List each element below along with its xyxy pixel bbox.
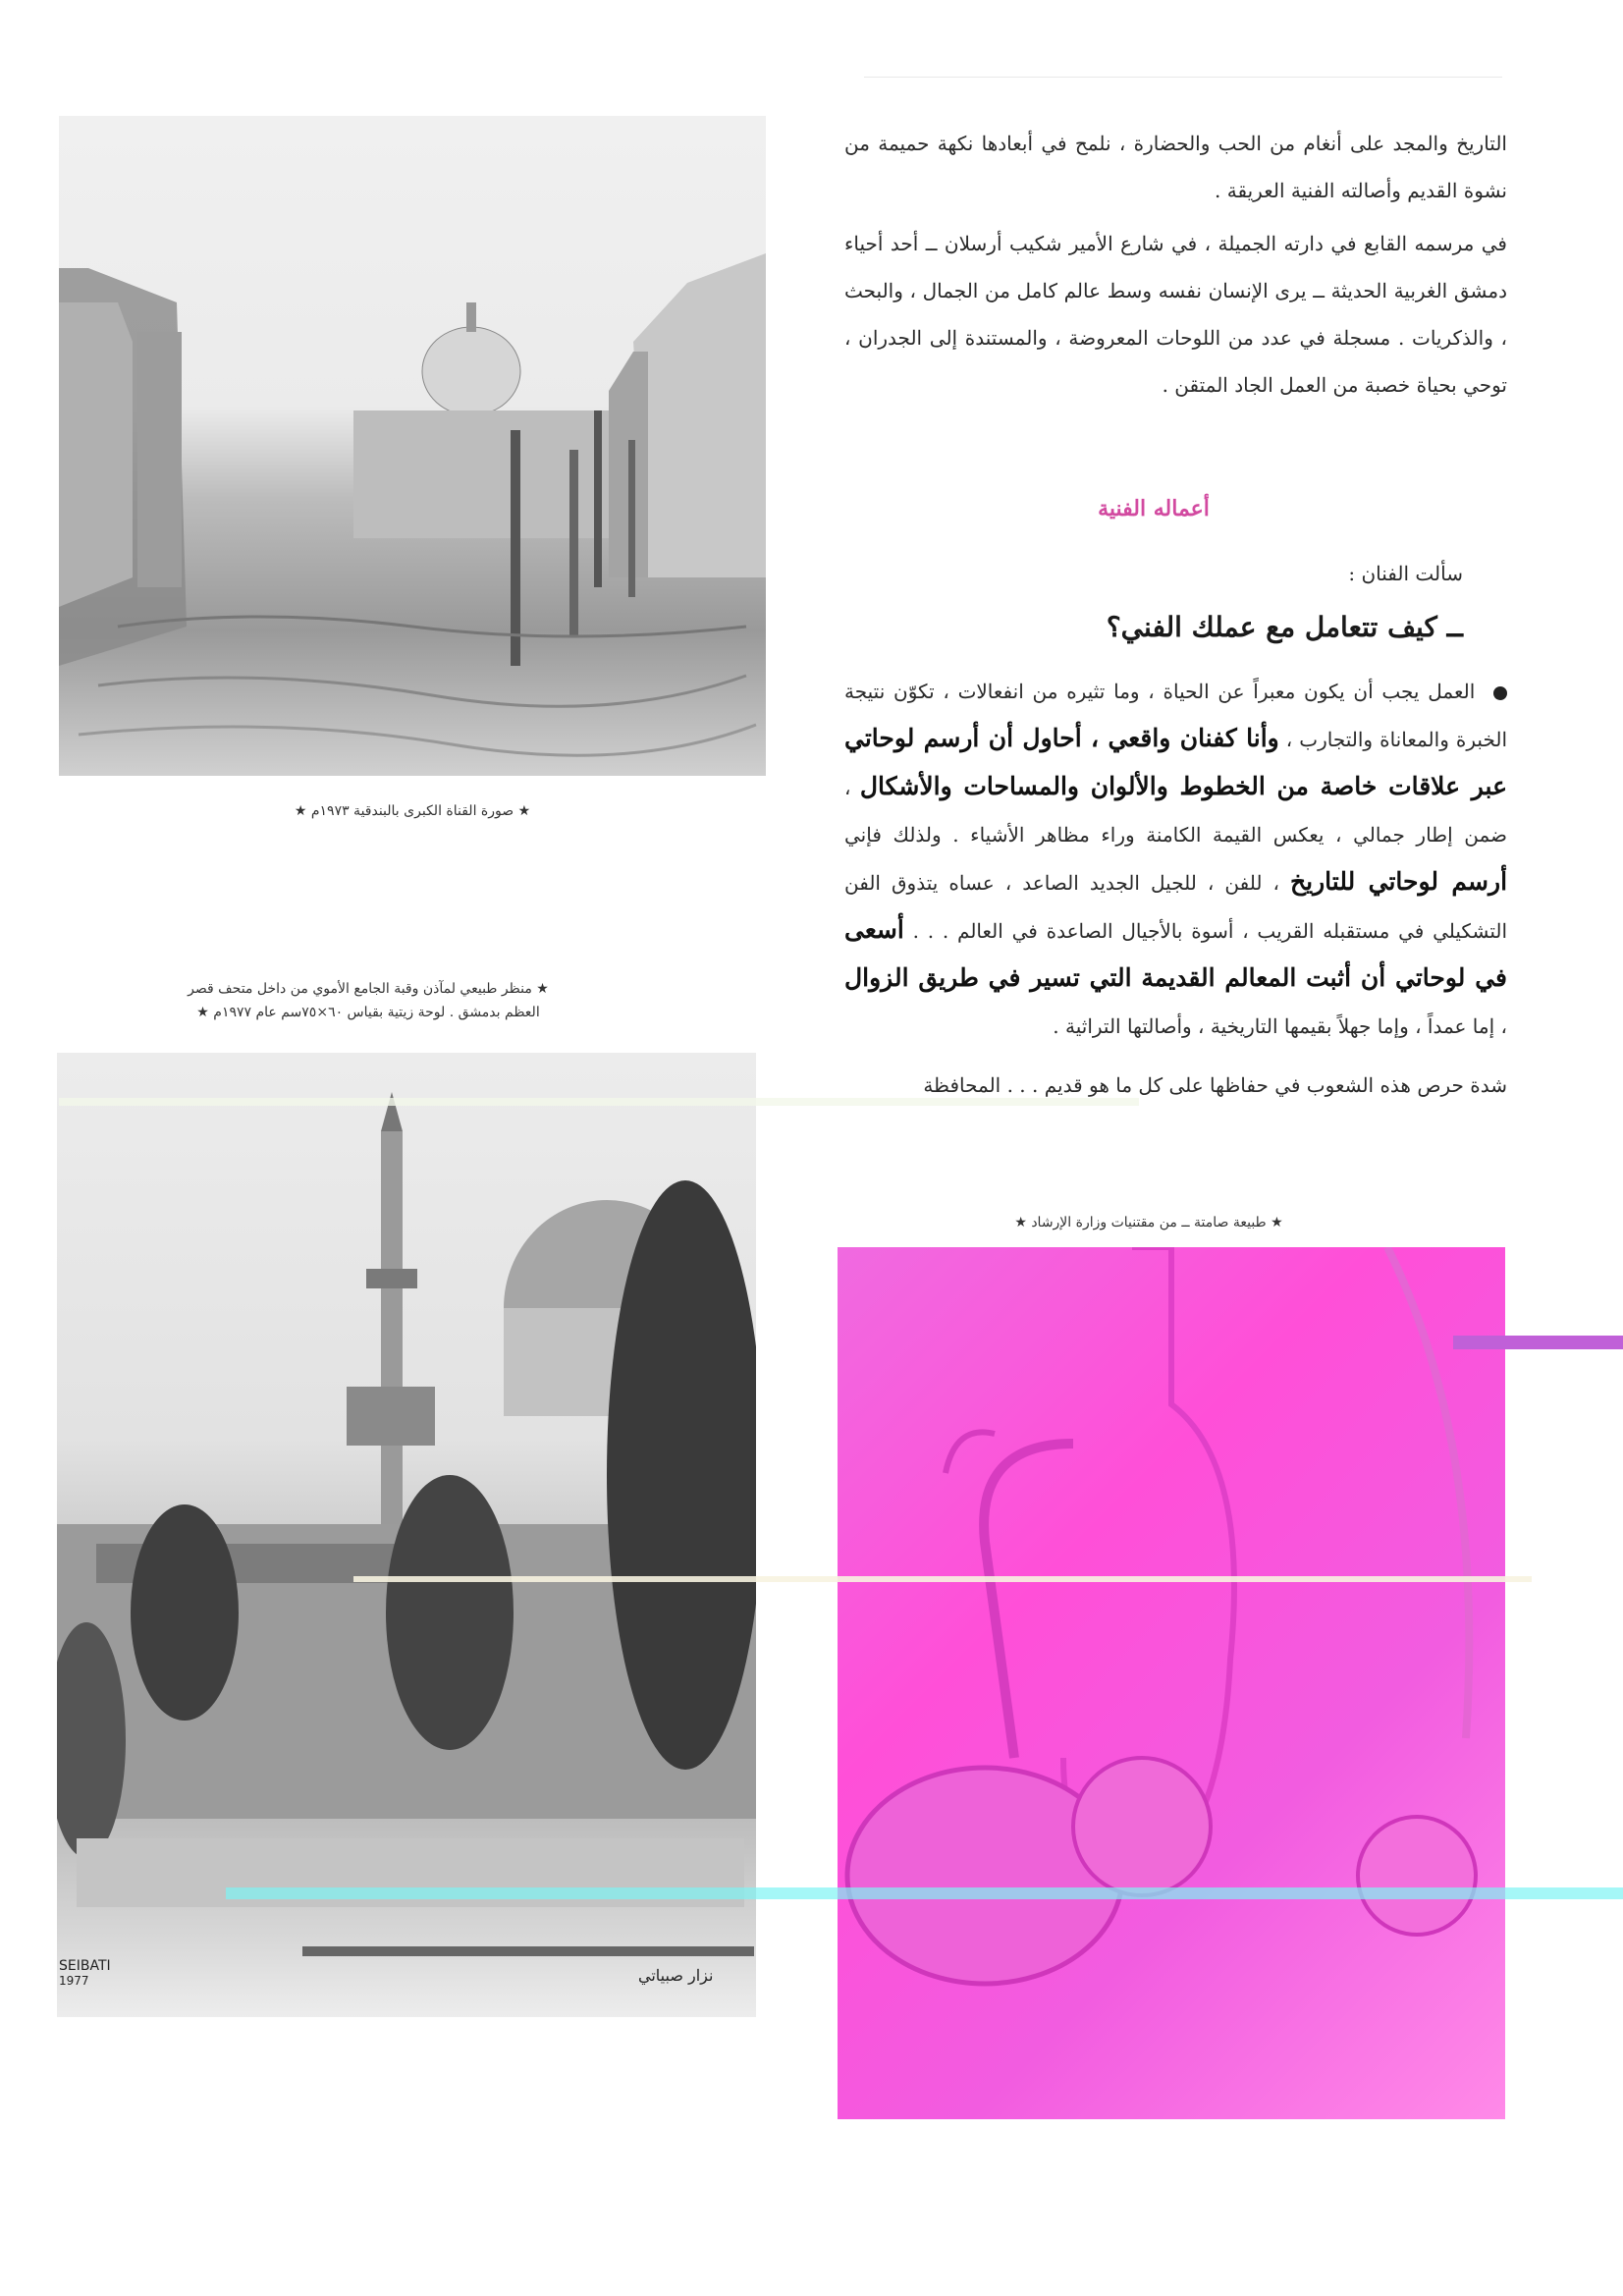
answer-part-1: العمل يجب أن يكون معبراً عن الحياة ، وما تثيره من انفعالات ، تكوّن نتيجة الخبرة والمعاناة والتجارب ، [844,680,1507,751]
signature-arabic: نزار صبياتي [638,1966,714,1985]
section-heading: أعماله الفنية [1098,496,1210,521]
stilllife-painting [838,1247,1505,2119]
mosque-caption-line-1: ★ منظر طبيعي لمآذن وقبة الجامع الأموي من داخل متحف قصر [188,981,549,997]
answer-part-5: شدة حرص هذه الشعوب في حفاظها على كل ما هو قديم . . . المحافظة [923,1073,1507,1097]
answer-part-2: ، ضمن إطار جمالي ، يعكس القيمة الكامنة وراء مظاهر الأشياء . ولذلك فإني [844,776,1507,847]
mosque-painting-sketch [57,1053,756,2017]
article-text-top [844,120,1507,409]
studio-paragraph: في مرسمه القابع في دارته الجميلة ، في شارع الأمير شكيب أرسلان ــ أحد أحياء دمشق الغربية الحديثة ــ يرى الإنسان نفسه وسط عالم كامل من الجمال ، والبحث ، والذكريات . مسجلة في عدد من اللوحات المعروضة ، والمستندة إلى الجدران ، توحي بحياة خصبة من العمل الجاد المتقن . [844,232,1507,397]
mosque-painting [57,1053,756,2017]
venice-painting-sketch [59,116,766,776]
scan-glitch-1 [59,1098,1139,1106]
venice-painting [59,116,766,776]
scan-glitch-4 [353,1576,1532,1582]
question-intro: سألت الفنان : [1348,562,1463,585]
answer-bold-1: وأنا كفنان واقعي ، أحاول أن أرسم لوحاتي عبر علاقات خاصة من الخطوط والألوان والمساحات والأشكال [844,724,1507,800]
top-rule [864,77,1502,78]
interview-answer [844,668,1507,1109]
stilllife-caption: ★ طبيعة صامتة ــ من مقتنيات وزارة الإرشاد ★ [1014,1215,1283,1230]
scan-glitch-2 [1453,1336,1623,1349]
signature-latin: SEIBATI 1977 [59,1958,111,1988]
answer-bold-3: أسعى في لوحاتي أن أثبت المعالم القديمة التي تسير في طريق الزوال [844,915,1507,992]
scan-glitch-3 [226,1887,1623,1899]
mosque-caption-line-2: العظم بدمشق . لوحة زيتية بقياس ٦٠×٧٥سم عام ١٩٧٧م ★ [196,1005,540,1020]
stilllife-painting-sketch [838,1247,1505,2119]
intro-paragraph: التاريخ والمجد على أنغام من الحب والحضارة ، نلمح في أبعادها نكهة حميمة من نشوة القديم وأصالته الفنية العريقة . [844,132,1507,202]
answer-bold-2: أرسم لوحاتي للتاريخ [1290,867,1508,896]
bullet-icon [1493,686,1507,700]
mosque-caption [79,977,658,1024]
interview-question: ــ كيف تتعامل مع عملك الفني؟ [1106,611,1463,643]
answer-part-4: ، إما عمداً ، وإما جهلاً بقيمها التاريخية ، وأصالتها التراثية . [1053,1014,1507,1038]
venice-caption: ★ صورة القناة الكبرى بالبندقية ١٩٧٣م ★ [294,803,531,819]
answer-part-3: ، للفن ، للجيل الجديد الصاعد ، عساه يتذوق الفن التشكيلي في مستقبله القريب ، أسوة بالأجيال الصاعدة في العالم . . . [844,871,1508,943]
